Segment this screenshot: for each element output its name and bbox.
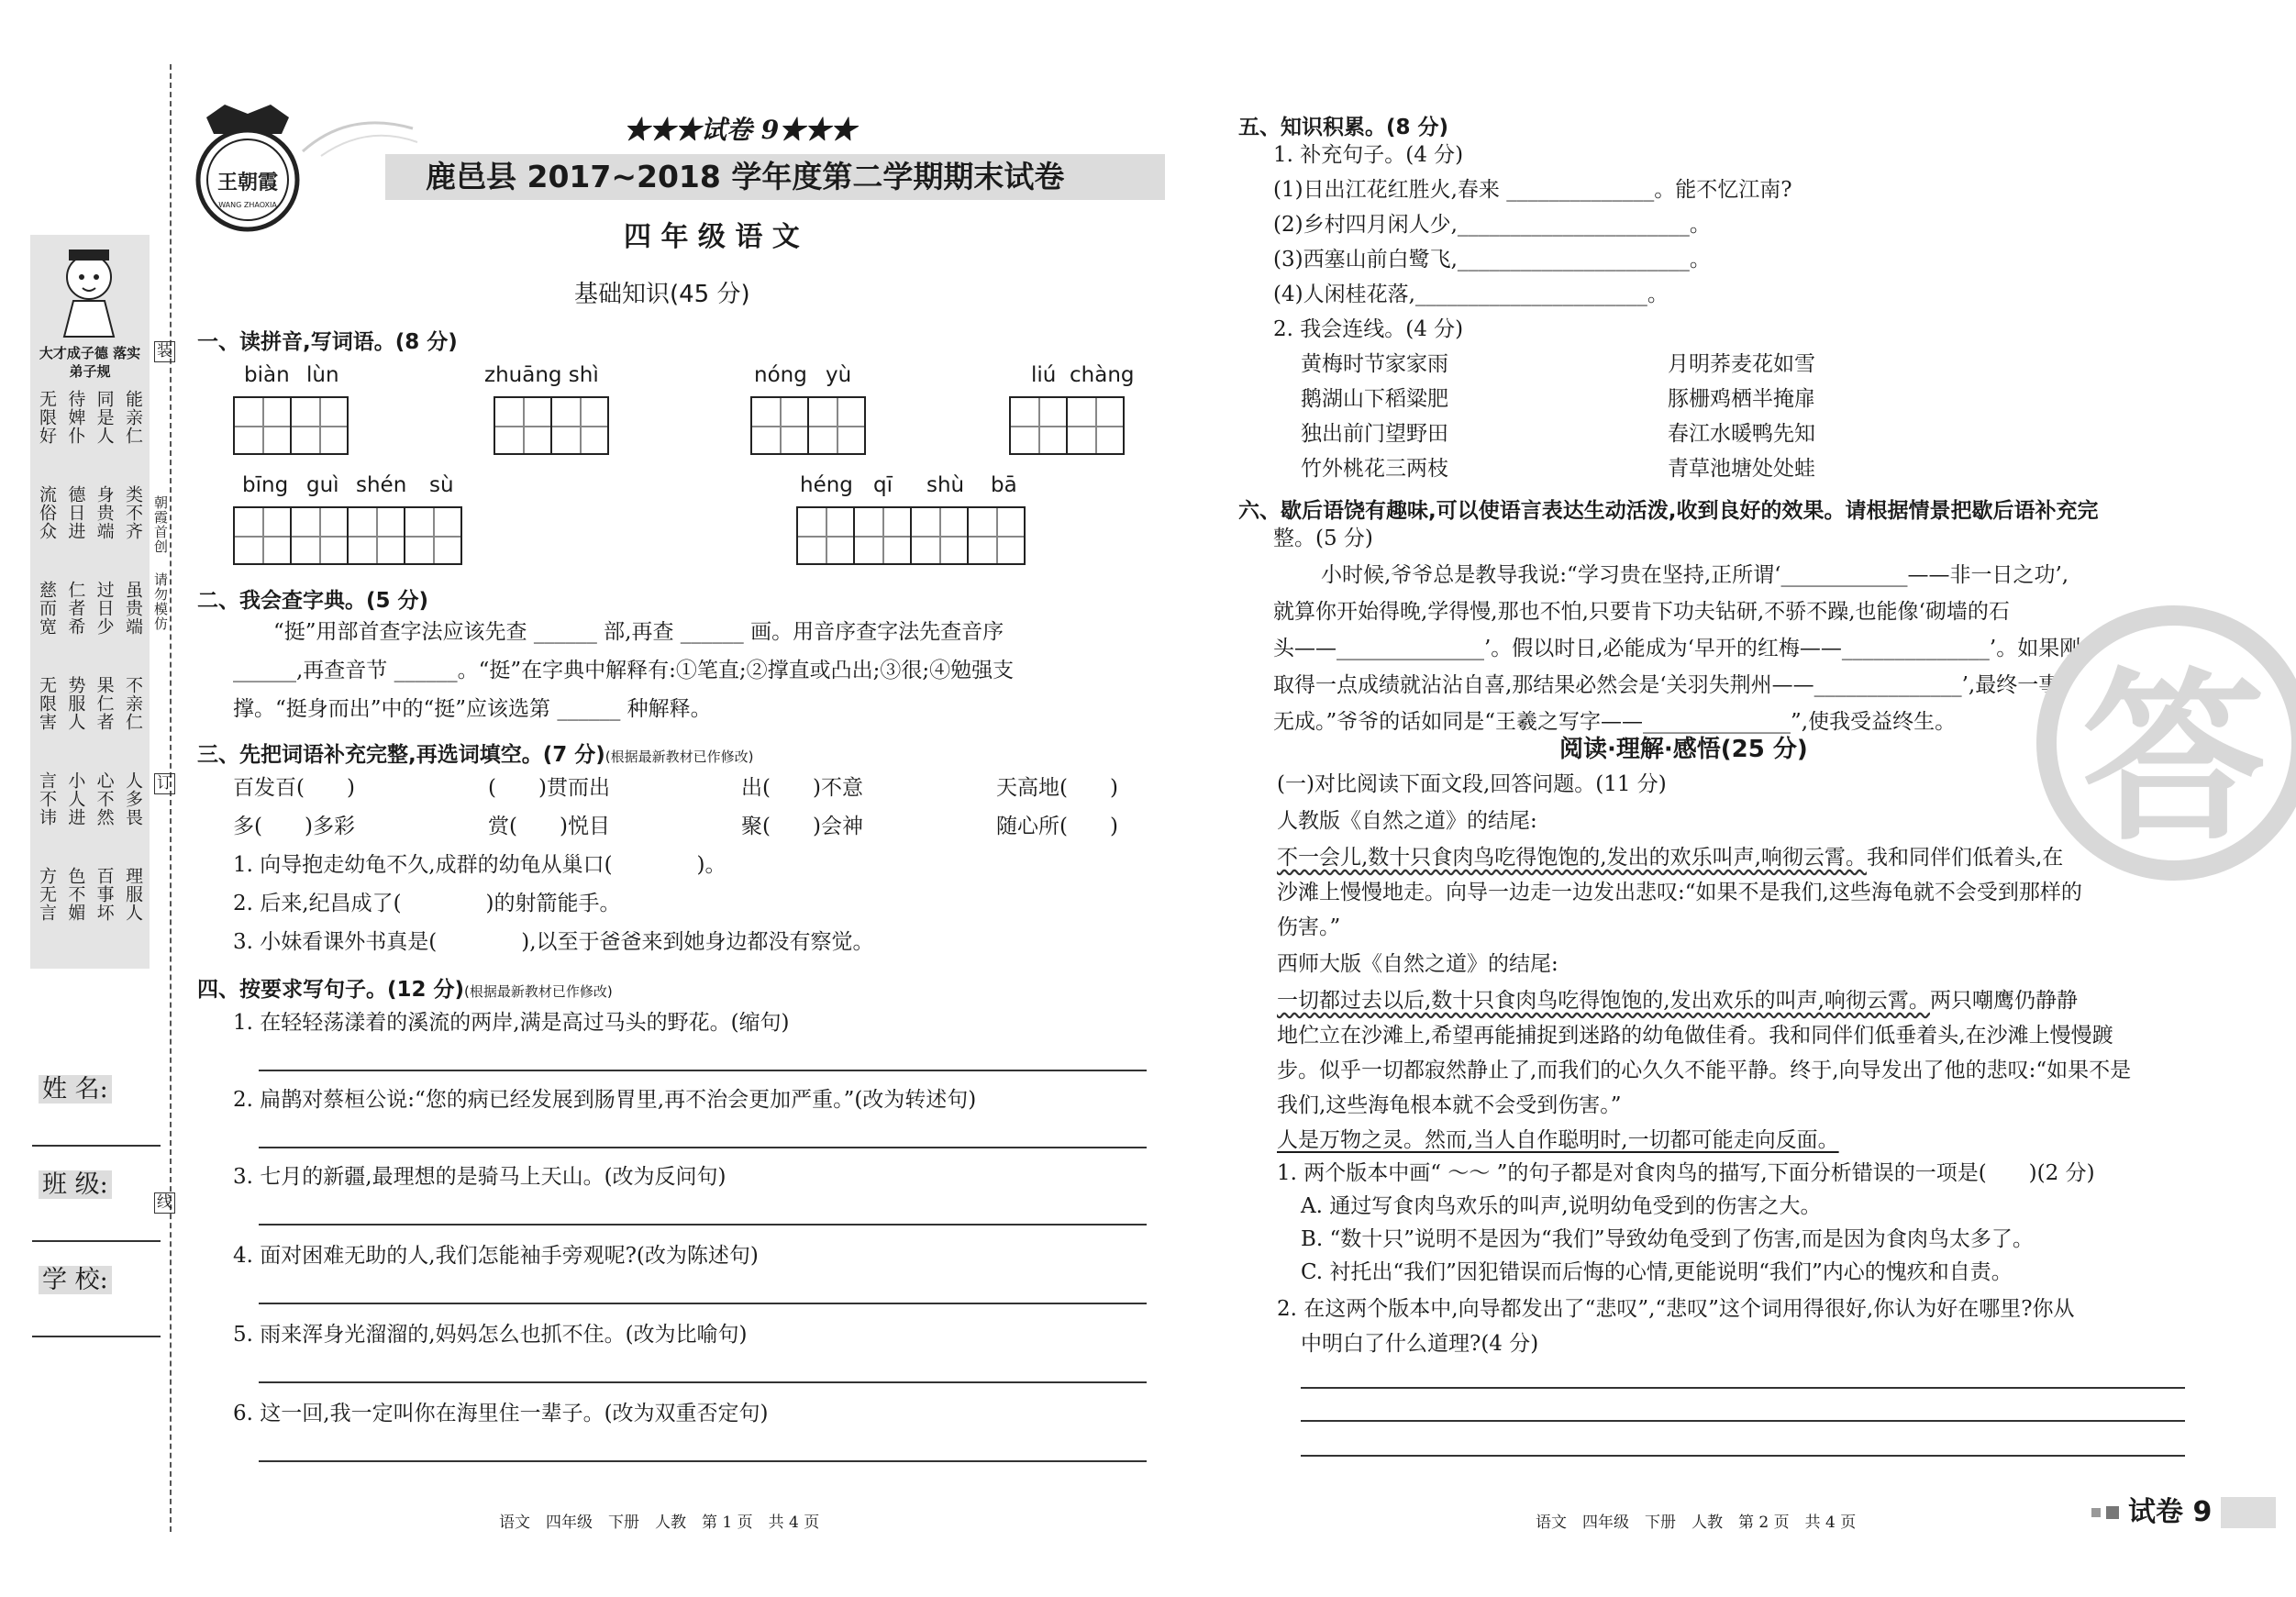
q3-item-3: 3. 小妹看课外书真是( ),以至于爸爸来到她身边都没有察觉。 (233, 930, 874, 954)
reading-v2-label: 西师大版《自然之道》的结尾: (1277, 952, 1558, 976)
q1-pinyin-5a: bīng (242, 473, 289, 497)
reading-v2-line3: 步。似乎一切都寂然静止了,而我们的心久久不能平静。终于,向导发出了他的悲叹:“如果不是 (1277, 1059, 2132, 1082)
binding-slogan: 大才成子德 落实弟子规 (39, 345, 141, 380)
reading-v1-label: 人教版《自然之道》的结尾: (1277, 809, 1537, 833)
class-label: 班 级: (39, 1170, 112, 1199)
q4-answer-2[interactable] (259, 1147, 1147, 1148)
q4-item-2: 2. 扁鹊对蔡桓公说:“您的病已经发展到肠胃里,再不治会更加严重。”(改为转述句) (233, 1088, 977, 1112)
poem-column: 果仁者 (94, 676, 115, 731)
q3-word-1: 百发百( ) (233, 776, 355, 800)
poem-column: 过日少 (94, 581, 115, 636)
q5-sub2: 2. 我会连线。(4 分) (1273, 317, 1464, 341)
poem-column: 仁者希 (65, 581, 86, 636)
poem-column: 色不媚 (65, 867, 86, 922)
q3-title-text: 三、先把词语补充完整,再选词填空。(7 分) (197, 743, 605, 767)
q4-title (197, 972, 613, 1003)
reading-v1-line3: 伤害。” (1277, 915, 1341, 939)
footer-right: 语文 四年级 下册 人教 第 2 页 共 4 页 (1536, 1514, 1857, 1532)
q1-pinyin-3b: yù (826, 363, 852, 387)
q5-right-3[interactable]: 春江水暖鸭先知 (1668, 422, 1815, 446)
poem-column: 无限害 (37, 676, 57, 731)
footer-left: 语文 四年级 下册 人教 第 1 页 共 4 页 (499, 1514, 820, 1532)
binding-note-2: 请勿模仿 (152, 572, 169, 631)
q3-word-7: 聚( )会神 (741, 815, 863, 838)
q3-word-5: 多( )多彩 (233, 815, 355, 838)
reading-q2: 2. 在这两个版本中,向导都发出了“悲叹”,“悲叹”这个词用得很好,你认为好在哪里?你从 (1277, 1297, 2075, 1321)
poem-column: 流俗众 (37, 485, 57, 540)
reading-answer-1[interactable] (1301, 1387, 2185, 1389)
reading-q1-opt-b[interactable]: B. “数十只”说明不是因为“我们”导致幼龟受到了伤害,而是因为食肉鸟太多了。 (1301, 1227, 2034, 1251)
q5-fill-4: (4)人闲桂花落,______________________。 (1273, 283, 1669, 306)
q1-pinyin-6c: shù (926, 473, 965, 497)
q3-word-4: 天高地( ) (996, 776, 1118, 800)
q6-title: 六、歇后语饶有趣味,可以使语言表达生动活泼,收到良好的效果。请根据情景把歇后语补充完 (1238, 499, 2099, 523)
binding-mark-2: 订 (154, 773, 175, 794)
q5-right-2[interactable]: 豚栅鸡栖半掩扉 (1668, 387, 1815, 411)
poem-column: 德日进 (65, 485, 86, 540)
poem-column: 小人进 (65, 771, 86, 826)
q5-left-4[interactable]: 竹外桃花三两枝 (1301, 457, 1448, 481)
poem-column: 待婢仆 (65, 390, 86, 445)
q4-item-6: 6. 这一回,我一定叫你在海里住一辈子。(改为双重否定句) (233, 1402, 769, 1425)
reading-v1-rest: 我和同伴们低着头,在 (1866, 846, 2064, 870)
q3-item-1: 1. 向导抱走幼龟不久,成群的幼龟从巢口( )。 (233, 853, 727, 877)
name-label: 姓 名: (39, 1075, 112, 1103)
q1-pinyin-2: zhuāng shì (484, 363, 599, 387)
poem-column: 百事坏 (94, 867, 115, 922)
q1-pinyin-1b: lùn (306, 363, 339, 387)
q4-answer-4[interactable] (259, 1303, 1147, 1304)
reading-v1-wavy: 不一会儿,数十只食肉鸟吃得饱饱的,发出的欢乐叫声,响彻云霄。 (1277, 846, 1867, 870)
q1-box-6[interactable] (796, 506, 1026, 565)
tag-bar (2221, 1497, 2276, 1528)
q1-pinyin-6b: qī (873, 473, 893, 497)
q4-item-5: 5. 雨来浑身光溜溜的,妈妈怎么也抓不住。(改为比喻句) (233, 1323, 748, 1347)
q3-word-8: 随心所( ) (996, 815, 1118, 838)
poem-column: 不亲仁 (122, 676, 143, 731)
reading-v2-wavy: 一切都过去以后,数十只食肉鸟吃得饱饱的,发出欢乐的叫声,响彻云霄。 (1277, 989, 1930, 1013)
q4-item-3: 3. 七月的新疆,最理想的是骑马上天山。(改为反问句) (233, 1165, 727, 1189)
logo-sub: WANG ZHAOXIA (218, 201, 277, 209)
q6-title-2: 整。(5 分) (1273, 527, 1373, 550)
q5-fill-1: (1)日出江花红胜火,春来 ______________。能不忆江南? (1273, 178, 1792, 202)
name-field[interactable] (32, 1145, 161, 1147)
poem-column: 势服人 (65, 676, 86, 731)
poem-column: 方无言 (37, 867, 57, 922)
footer-tag-text: 试卷 9 (2128, 1496, 2213, 1528)
q1-box-3[interactable] (750, 396, 866, 455)
q2-line-2: ______,再查音节 ______。“挺”在字典中解释有:①笔直;②撑直或凸出;③很;④勉强支 (233, 659, 1015, 682)
q4-answer-6[interactable] (259, 1460, 1147, 1462)
q4-answer-3[interactable] (259, 1224, 1147, 1225)
school-field[interactable] (32, 1336, 161, 1337)
q3-word-6: 赏( )悦目 (488, 815, 610, 838)
reading-q1-opt-a[interactable]: A. 通过写食肉鸟欢乐的叫声,说明幼龟受到的伤害之大。 (1301, 1194, 1822, 1218)
publisher-logo (188, 99, 307, 237)
poem-column: 类不齐 (122, 485, 143, 540)
reading-q1: 1. 两个版本中画“ ～～ ”的句子都是对食肉鸟的描写,下面分析错误的一项是( )(2 分) (1277, 1161, 2095, 1185)
q5-fill-2: (2)乡村四月闲人少,______________________。 (1273, 213, 1711, 237)
q1-pinyin-6d: bā (991, 473, 1017, 497)
q3-note: (根据最新教材已作修改) (605, 749, 754, 765)
q3-item-2: 2. 后来,纪昌成了( )的射箭能手。 (233, 892, 621, 915)
q1-box-4[interactable] (1009, 396, 1125, 455)
q1-box-5[interactable] (233, 506, 462, 565)
q2-line-1: “挺”用部首查字法应该先查 ______ 部,再查 ______ 画。用音序查字法先查音序 (273, 620, 1004, 644)
q4-item-4: 4. 面对困难无助的人,我们怎能袖手旁观呢?(改为陈述句) (233, 1244, 759, 1268)
q1-box-1[interactable] (233, 396, 349, 455)
q5-fill-3: (3)西塞山前白鹭飞,______________________。 (1273, 248, 1711, 272)
q1-pinyin-4a: liú (1031, 363, 1057, 387)
q4-note: (根据最新教材已作修改) (464, 983, 613, 1000)
q6-line-5: 无成。”爷爷的话如同是“王羲之写字——______________”,使我受益终生。 (1273, 710, 1957, 734)
footer-tag (2091, 1497, 2276, 1528)
poem-column: 言不讳 (37, 771, 57, 826)
reading-v1-line2: 沙滩上慢慢地走。向导一边走一边发出悲叹:“如果不是我们,这些海龟就不会受到那样的 (1277, 881, 2082, 904)
q5-right-1[interactable]: 月明荞麦花如雪 (1668, 352, 1815, 376)
q4-answer-1[interactable] (259, 1070, 1147, 1071)
reading-part1: (一)对比阅读下面文段,回答问题。(11 分) (1277, 772, 1667, 796)
q1-pinyin-5d: sù (429, 473, 454, 497)
q6-line-3: 头——______________’。假以时日,必能成为‘早开的红梅——______________’。如果刚 (1273, 637, 2081, 660)
q1-pinyin-3a: nóng (754, 363, 807, 387)
logo-text: 王朝霞 (216, 171, 279, 194)
q2-title: 二、我会查字典。(5 分) (197, 589, 429, 613)
q1-pinyin-5b: guì (306, 473, 339, 497)
binding-mark-1: 装 (154, 341, 175, 362)
poem-column: 理服人 (122, 867, 143, 922)
reading-q1-opt-c[interactable]: C. 衬托出“我们”因犯错误而后悔的心情,更能说明“我们”内心的愧疚和自责。 (1301, 1260, 2013, 1284)
reading-v2-line2: 地伫立在沙滩上,希望再能捕捉到迷路的幼龟做佳肴。我和同伴们低垂着头,在沙滩上慢慢踱 (1277, 1024, 2113, 1048)
section-basic: 基础知识(45 分) (574, 281, 750, 308)
reading-end: 人是万物之灵。然而,当人自作聪明时,一切都可能走向反面。 (1277, 1128, 1839, 1152)
exam-title: 鹿邑县 2017~2018 学年度第二学期期末试卷 (426, 159, 1065, 194)
reading-answer-3[interactable] (1301, 1455, 2185, 1457)
reading-v2-rest: 两只嘲鹰仍静静 (1929, 989, 2078, 1013)
q3-word-3: 出( )不意 (741, 776, 863, 800)
reading-header: 阅读·理解·感悟(25 分) (1559, 736, 1808, 763)
tag-square-icon-2 (2106, 1506, 2119, 1519)
school-label: 学 校: (39, 1266, 112, 1294)
q5-sub1: 1. 补充句子。(4 分) (1273, 143, 1464, 167)
q3-title (197, 738, 754, 768)
poem-column: 人多畏 (122, 771, 143, 826)
q6-line-2: 就算你开始得晚,学得慢,那也不怕,只要肯下功夫钻研,不骄不躁,也能像‘砌墙的石 (1273, 600, 2010, 624)
watermark-seal (2036, 605, 2296, 881)
poem-column: 身贵端 (94, 485, 115, 540)
q5-left-1[interactable]: 黄梅时节家家雨 (1301, 352, 1448, 376)
q6-line-4: 取得一点成绩就沾沾自喜,那结果必然会是‘关羽失荆州——______________’,最终一事 (1273, 673, 2060, 697)
reading-v2-line1 (1277, 991, 2078, 1012)
poem-column: 虽贵端 (122, 581, 143, 636)
q1-title: 一、读拼音,写词语。(8 分) (197, 330, 458, 354)
poem-column: 无限好 (37, 390, 57, 445)
q2-line-3: 撑。“挺身而出”中的“挺”应该选第 ______ 种解释。 (233, 697, 712, 721)
q5-left-2[interactable]: 鹅湖山下稻粱肥 (1301, 387, 1448, 411)
q1-pinyin-4b: chàng (1070, 363, 1135, 387)
q4-title-text: 四、按要求写句子。(12 分) (197, 978, 465, 1002)
reading-q2-b: 中明白了什么道理?(4 分) (1301, 1332, 1539, 1356)
q3-word-2: ( )贯而出 (488, 776, 610, 800)
q6-line-1: 小时候,爷爷总是教导我说:“学习贵在坚持,正所谓‘____________——非一日之功’, (1321, 563, 2069, 587)
scholar-figure-icon (46, 240, 133, 341)
q5-title: 五、知识积累。(8 分) (1238, 116, 1449, 139)
subject-title: 四 年 级 语 文 (624, 221, 800, 253)
reading-v1-line1 (1277, 848, 2063, 869)
q5-right-4[interactable]: 青草池塘处处蛙 (1668, 457, 1815, 481)
poem-column: 慈而宽 (37, 581, 57, 636)
q1-pinyin-6a: héng (800, 473, 853, 497)
watermark-char: 答 (2081, 651, 2266, 866)
binding-cut-line (170, 64, 172, 1532)
paper-badge: ★★★试卷 9★★★ (624, 115, 857, 145)
poem-column: 能亲仁 (122, 390, 143, 445)
q1-pinyin-1a: biàn (244, 363, 290, 387)
tag-square-icon (2091, 1508, 2101, 1517)
reading-v2-line4: 我们,这些海龟根本就不会受到伤害。” (1277, 1093, 1622, 1117)
poem-column: 心不然 (94, 771, 115, 826)
binding-mark-3: 线 (154, 1192, 175, 1214)
binding-poem (35, 390, 143, 959)
class-field[interactable] (32, 1240, 161, 1242)
q4-item-1: 1. 在轻轻荡漾着的溪流的两岸,满是高过马头的野花。(缩句) (233, 1011, 790, 1035)
reading-answer-2[interactable] (1301, 1420, 2185, 1422)
q1-box-2[interactable] (494, 396, 609, 455)
binding-note-1: 朝霞首创 (152, 495, 169, 554)
q1-pinyin-5c: shén (356, 473, 407, 497)
q4-answer-5[interactable] (259, 1381, 1147, 1383)
q5-left-3[interactable]: 独出前门望野田 (1301, 422, 1448, 446)
poem-column: 同是人 (94, 390, 115, 445)
